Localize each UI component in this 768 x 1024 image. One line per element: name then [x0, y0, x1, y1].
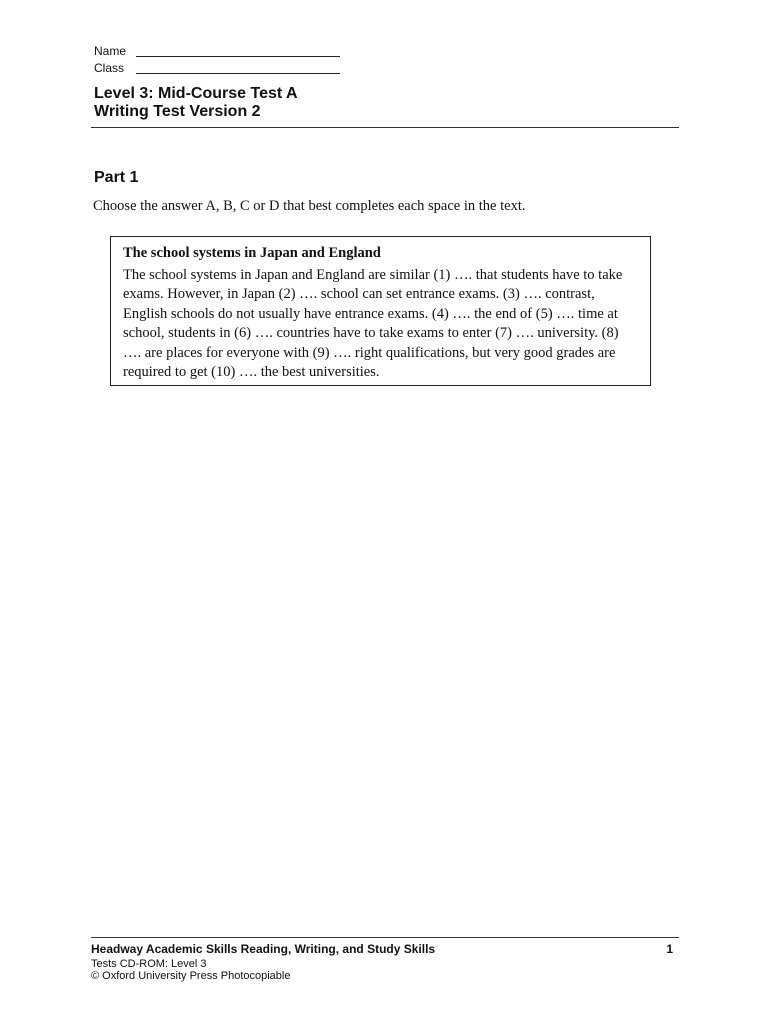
title-divider — [91, 127, 679, 128]
class-label: Class — [94, 61, 125, 75]
reading-text-box — [110, 236, 651, 386]
part-instructions: Choose the answer A, B, C or D that best completes each space in the text. — [93, 198, 526, 214]
test-title-line-1: Level 3: Mid-Course Test A — [94, 85, 298, 102]
reading-passage: The school systems in Japan and England are similar (1) …. that students have to take exams. However, in Japan (2) …. school can set entrance exams. (3) …. contrast, English schools do not usually have entrance exams. (4) …. the end of (5) …. time at school, students in (6) …. countries have to take exams to enter (7) …. university. (8) …. are places for everyone with (9) …. right qualifications, but very good grades are required to get (10) …. the best universities. — [123, 266, 623, 380]
page-number: 1 — [666, 942, 673, 956]
name-field[interactable] — [136, 44, 340, 57]
name-label: Name — [94, 44, 127, 58]
test-title — [94, 85, 298, 121]
name-field-row — [94, 43, 340, 60]
class-field-row — [94, 60, 340, 77]
reading-text-title: The school systems in Japan and England — [123, 245, 381, 261]
student-info-fields — [94, 43, 340, 77]
footer-copyright-line: © Oxford University Press Photocopiable — [91, 970, 291, 982]
part-heading: Part 1 — [94, 169, 139, 186]
class-field[interactable] — [136, 61, 340, 74]
footer-title: Headway Academic Skills Reading, Writing, and Study Skills — [91, 942, 436, 956]
test-title-line-2: Writing Test Version 2 — [94, 103, 261, 120]
footer-divider — [91, 937, 679, 938]
footer-product-line: Tests CD-ROM: Level 3 — [91, 958, 207, 970]
